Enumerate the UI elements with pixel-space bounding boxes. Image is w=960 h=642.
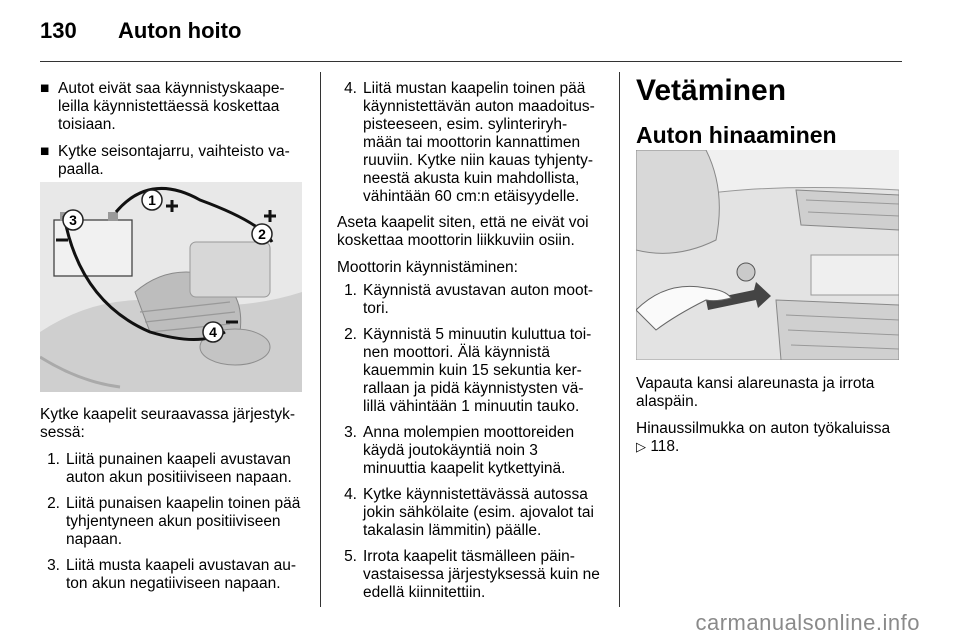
step-text: Liitä musta kaapeli avustavan au-ton akun negatiiviseen napaan. (66, 557, 297, 592)
bullet-text: Autot eivät saa käynnistyskaape-leilla käynnistettäessä koskettaa toisiaan. (58, 80, 285, 133)
step-text: Liitä mustan kaapelin toinen pää käynnistettävän auton maadoitus-pisteeseen, esim. sylinteriryh-mään tai moottorin kannattimen ruuviin. Kytke niin kauas tyhjenty-neestä akusta kuin mahdollista, vähintään 60 cm:n etäisyydelle. (363, 80, 595, 205)
column-2 (337, 80, 605, 610)
paragraph: Moottorin käynnistäminen: (337, 259, 518, 276)
start-steps (337, 282, 605, 602)
page-number: 130 (40, 18, 77, 43)
paragraph-text: Hinaussilmukka on auton työkaluissa (636, 420, 891, 437)
list-item: 3. Liitä musta kaapeli avustavan au-ton akun negatiiviseen napaan. (47, 557, 297, 592)
page-reference-arrow-icon: ▷ (636, 440, 646, 455)
step-text: Kytke käynnistettävässä autossa jokin sähkölaite (esim. ajovalot tai takalasin lämmitin) päälle. (363, 486, 594, 539)
intro-text: Kytke kaapelit seuraavassa järjestyk-sessä: (40, 406, 296, 441)
list-item: 3. Anna molempien moottoreiden käydä joutokäyntiä noin 3 minuuttia kaapelit kytkettyinä. (344, 424, 575, 477)
header-rule (40, 61, 902, 62)
bullet-item (40, 143, 308, 179)
step-text: Liitä punaisen kaapelin toinen pää tyhjentyneen akun positiiviseen napaan. (66, 495, 301, 548)
label-3-text: 3 (69, 212, 77, 228)
connection-steps-continued (337, 80, 605, 206)
page-reference[interactable]: 118. (650, 438, 680, 455)
step-text: Irrota kaapelit täsmälleen päin-vastaisessa järjestyksessä kuin ne edellä kiinnitettiin. (363, 548, 600, 601)
column-divider (619, 72, 620, 607)
jumpstart-illustration (40, 182, 302, 392)
bullet-text: Kytke seisontajarru, vaihteisto va-paalla. (58, 143, 290, 178)
list-item: 2. Liitä punaisen kaapelin toinen pää tyhjentyneen akun positiiviseen napaan. (47, 495, 301, 548)
paragraph: Vapauta kansi alareunasta ja irrota alaspäin. (636, 375, 875, 410)
column-1 (40, 80, 308, 188)
towing-eye-figure (636, 150, 899, 360)
paragraph (636, 420, 908, 457)
subsection-heading: Auton hinaaminen (636, 122, 837, 148)
towing-cover-illustration (636, 150, 899, 360)
paragraph: Aseta kaapelit siten, että ne eivät voi koskettaa moottorin liikkuviin osiin. (337, 214, 589, 249)
label-2-text: 2 (258, 226, 266, 242)
list-item: 1. Liitä punainen kaapeli avustavan auton akun positiiviseen napaan. (47, 451, 292, 486)
section-heading: Vetäminen (636, 74, 787, 107)
column-divider (320, 72, 321, 607)
list-item: 4. Liitä mustan kaapelin toinen pää käynnistettävän auton maadoitus-pisteeseen, esim. sylinteriryh-mään tai moottorin kannattimen ruuviin. Kytke niin kauas tyhjenty-neestä akusta kuin mahdollista, vähintään 60 cm:n etäisyydelle. (344, 80, 595, 205)
column-3 (636, 74, 904, 160)
bullet-item (40, 80, 308, 134)
section-title: Auton hoito (118, 18, 242, 43)
label-4-text: 4 (209, 324, 217, 340)
bullet-marker: ■ (40, 80, 50, 97)
connection-steps (40, 451, 308, 593)
step-text: Anna molempien moottoreiden käydä joutokäyntiä noin 3 minuuttia kaapelit kytkettyinä. (363, 424, 575, 477)
list-item: 2. Käynnistä 5 minuutin kuluttua toi-nen moottori. Älä käynnistä kauemmin kuin 15 sekuntia ker-rallaan ja pidä käynnistysten vä-lillä vähintään 1 minuutin tauko. (344, 326, 592, 415)
list-item: 1. Käynnistä avustavan auton moot-tori. (344, 282, 594, 317)
list-item: 4. Kytke käynnistettävässä autossa jokin sähkölaite (esim. ajovalot tai takalasin lämmitin) päälle. (344, 486, 594, 539)
label-1-text: 1 (148, 192, 156, 208)
list-item: 5. Irrota kaapelit täsmälleen päin-vastaisessa järjestyksessä kuin ne edellä kiinnitettiin. (344, 548, 600, 601)
bullet-marker: ■ (40, 143, 50, 160)
step-text: Käynnistä 5 minuutin kuluttua toi-nen moottori. Älä käynnistä kauemmin kuin 15 sekuntia ker-rallaan ja pidä käynnistysten vä-lillä vähintään 1 minuutin tauko. (363, 326, 592, 415)
step-text: Liitä punainen kaapeli avustavan auton akun positiiviseen napaan. (66, 451, 292, 486)
column-3-lower (636, 375, 908, 466)
step-text: Käynnistä avustavan auton moot-tori. (363, 282, 594, 317)
battery-jumpstart-figure (40, 182, 302, 392)
watermark: carmanualsonline.info (695, 610, 920, 635)
column-1-lower (40, 406, 308, 601)
